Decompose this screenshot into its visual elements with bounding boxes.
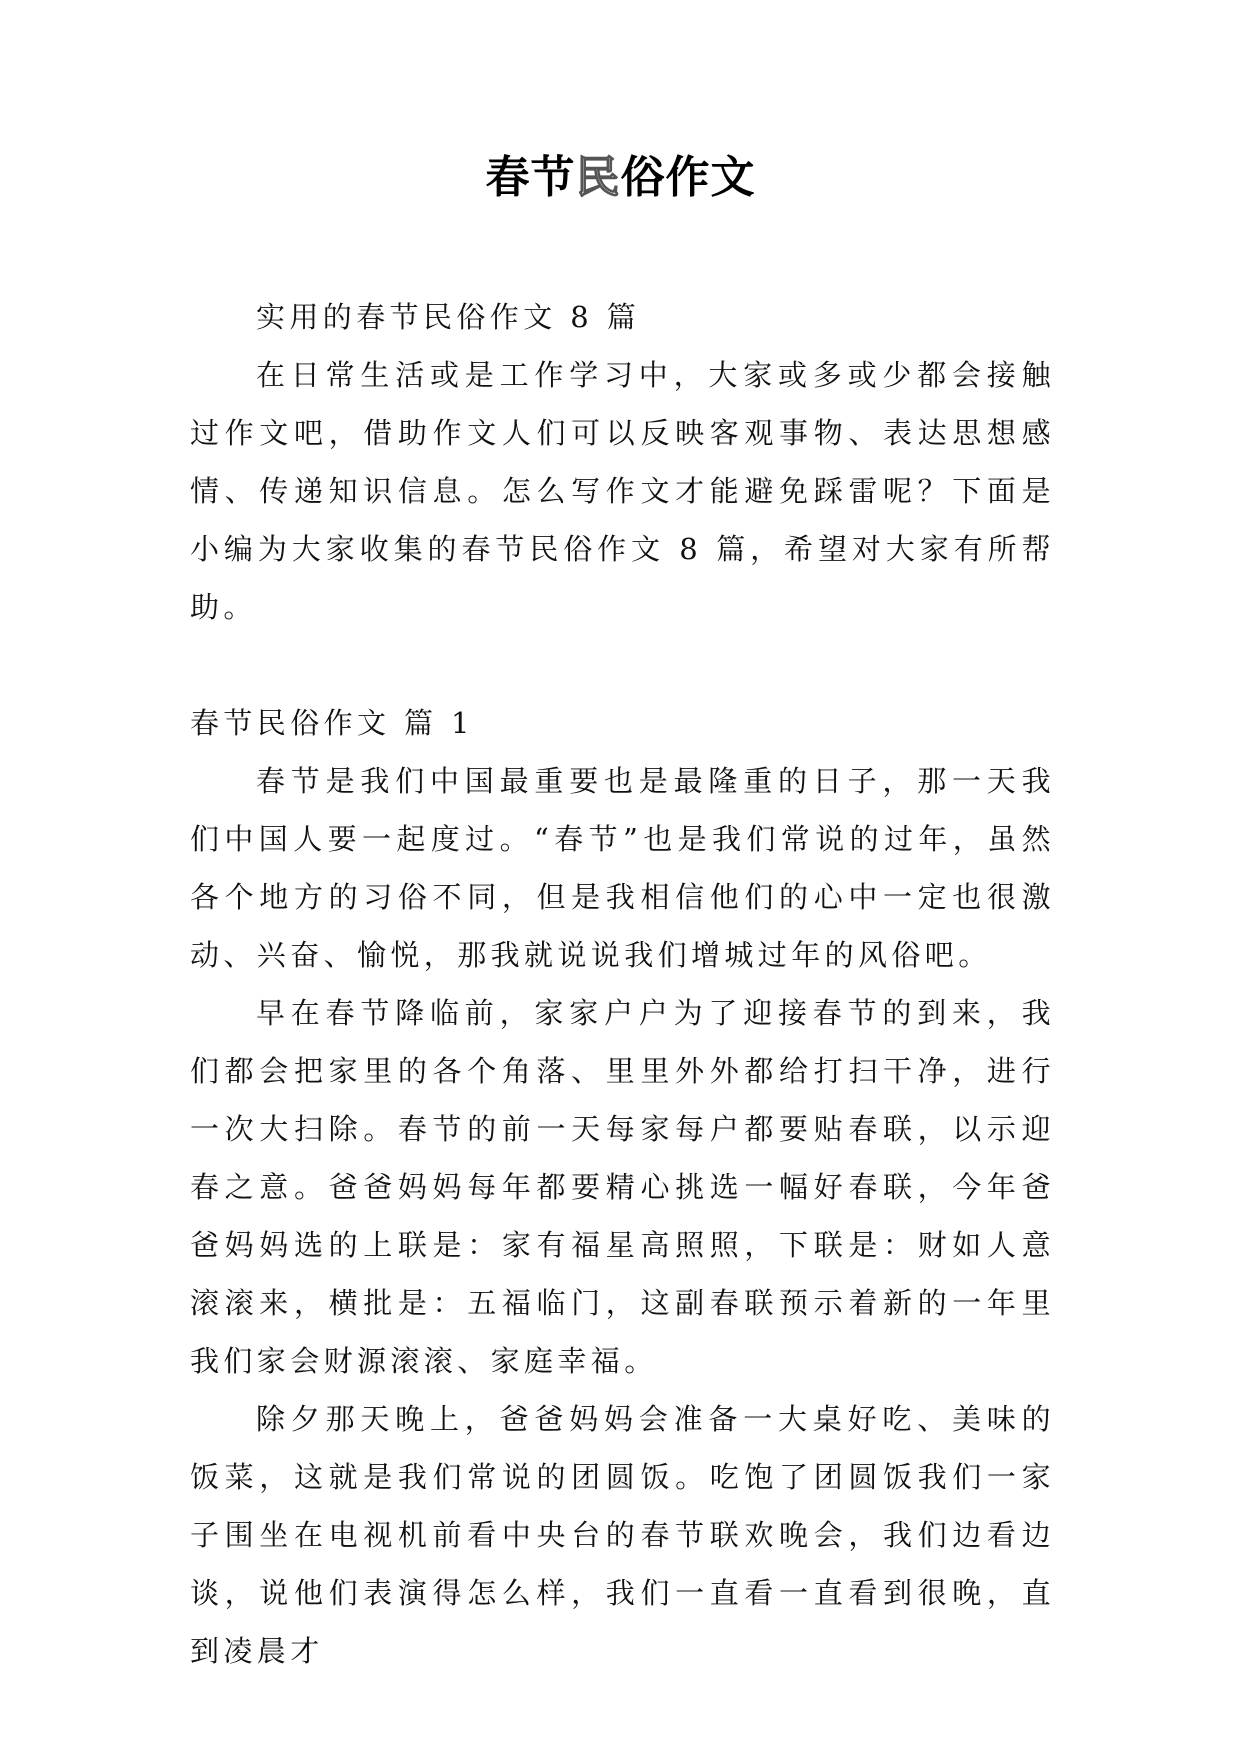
document-body	[190, 288, 1055, 1680]
section-paragraph-1: 春节是我们中国最重要也是最隆重的日子，那一天我们中国人要一起度过。“春节”也是我们常说的过年，虽然各个地方的习俗不同，但是我相信他们的心中一定也很激动、兴奋、愉悦，那我就说说我们增城过年的风俗吧。	[190, 764, 1055, 972]
document-title	[0, 148, 1241, 208]
document-subtitle: 实用的春节民俗作文 8 篇	[256, 300, 641, 334]
section-paragraph-2: 早在春节降临前，家家户户为了迎接春节的到来，我们都会把家里的各个角落、里里外外都给打扫干净，进行一次大扫除。春节的前一天每家每户都要贴春联，以示迎春之意。爸爸妈妈每年都要精心挑选一幅好春联，今年爸爸妈妈选的上联是：家有福星高照照，下联是：财如人意滚滚来，横批是：五福临门，这副春联预示着新的一年里我们家会财源滚滚、家庭幸福。	[190, 996, 1055, 1378]
intro-paragraph: 在日常生活或是工作学习中，大家或多或少都会接触过作文吧，借助作文人们可以反映客观事物、表达思想感情、传递知识信息。怎么写作文才能避免踩雷呢？下面是小编为大家收集的春节民俗作文 8 篇，希望对大家有所帮助。	[190, 358, 1055, 624]
title-part-1: 春节	[485, 152, 576, 203]
title-part-3: 俗作文	[620, 152, 756, 203]
section-paragraph-3: 除夕那天晚上，爸爸妈妈会准备一大桌好吃、美味的饭菜，这就是我们常说的团圆饭。吃饱了团圆饭我们一家子围坐在电视机前看中央台的春节联欢晚会，我们边看边谈，说他们表演得怎么样，我们一直看一直看到很晚，直到凌晨才	[190, 1402, 1055, 1668]
section-heading: 春节民俗作文 篇 1	[190, 706, 474, 740]
title-part-2: 民	[575, 152, 621, 203]
